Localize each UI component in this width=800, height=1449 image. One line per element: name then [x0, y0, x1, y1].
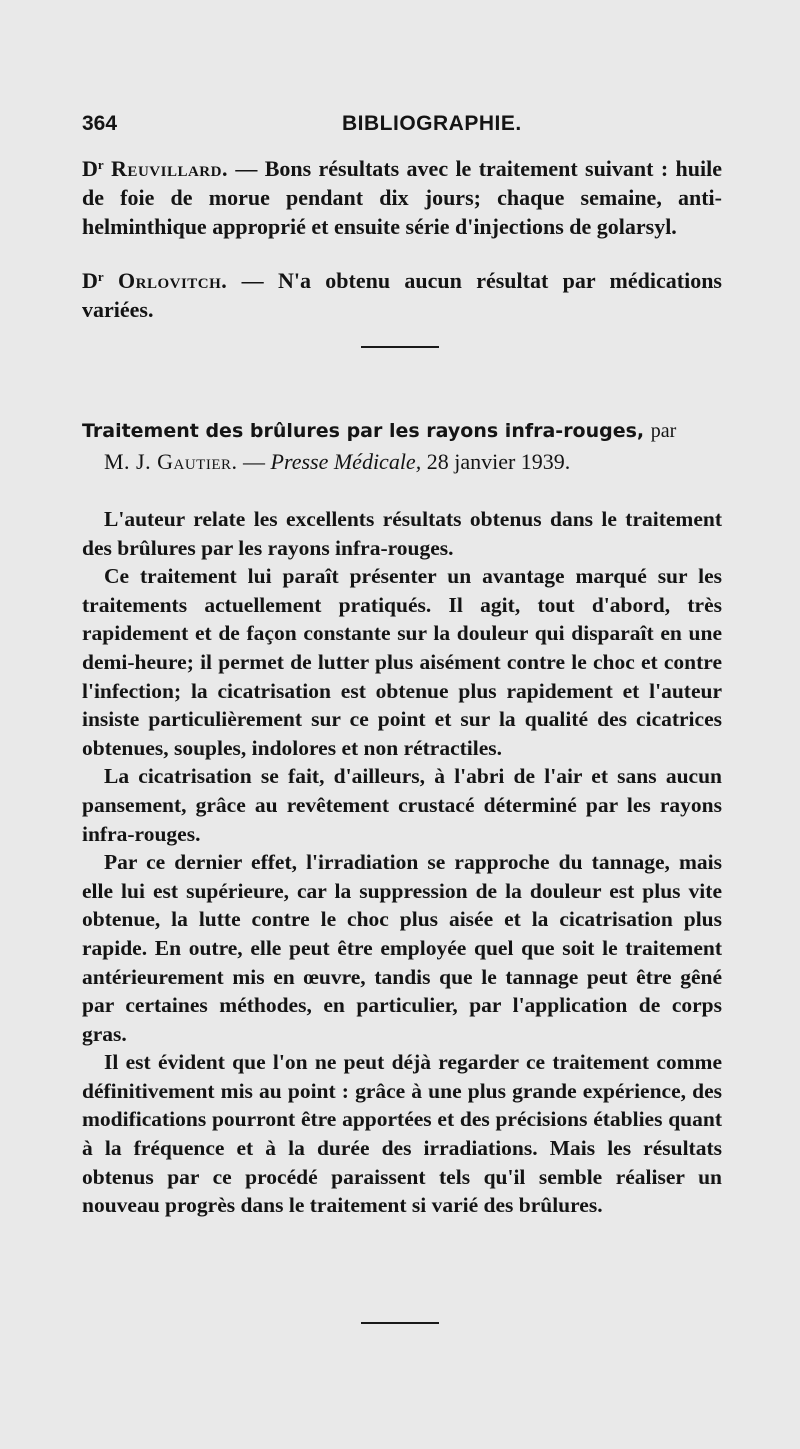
paragraph: Ce traitement lui paraît présenter un avantage marqué sur les traitements actuellement pratiqués. Il agit, tout d'abord, très rapidement et de façon constante sur la douleur qui disparaît en une demi-heure; il permet de lutter plus aisément contre le choc et contre l'infection; la cicatrisation est obtenue plus rapidement et l'auteur insiste particulièrement sur ce point et sur la qualité des cicatrices obtenues, souples, indolores et non rétractiles.: [82, 564, 722, 760]
entry-text: — Bons résultats avec le traitement suivant : huile de foie de morue pendant dix jours; chaque semaine, anti-helminthique approprié et ensuite série d'injections de golarsyl.: [82, 156, 723, 239]
entry-reuvillard: [82, 150, 722, 241]
article-by: par: [650, 420, 677, 442]
section-divider: [361, 346, 439, 348]
article-date: 28 janvier 1939.: [421, 449, 571, 474]
running-title: BIBLIOGRAPHIE.: [342, 112, 522, 135]
page-number: 364: [82, 112, 118, 135]
article-journal: Presse Médicale,: [270, 449, 422, 474]
paragraph: La cicatrisation se fait, d'ailleurs, à l'abri de l'air et sans aucun pansement, grâce au revêtement crustacé déterminé par les rayons infra-rouges.: [82, 764, 722, 846]
paragraph: Il est évident que l'on ne peut déjà regarder ce traitement comme définitivement mis au point : grâce à une plus grande expérience, des modifications pourront être apportées et des précisions établies quant à la fréquence et à la durée des irradiations. Mais les résultats obtenus par ce procédé paraissent tels qu'il semble réaliser un nouveau progrès dans le traitement si varié des brûlures.: [82, 1050, 722, 1218]
article-title: Traitement des brûlures par les rayons infra-rouges,: [82, 420, 645, 442]
article-body: [82, 505, 722, 1220]
entry-author-name: Orlovitch.: [118, 268, 228, 293]
entry-text: — N'a obtenu aucun résultat par médications variées.: [82, 268, 722, 322]
entry-prefix-sup: r: [97, 157, 104, 172]
article-title-line: [82, 420, 722, 443]
article-citation: [104, 449, 570, 475]
entry-author-name: Reuvillard.: [111, 156, 228, 181]
end-divider: [361, 1322, 439, 1324]
entry-prefix: D: [82, 268, 98, 293]
citation-dash: —: [237, 449, 271, 474]
entry-prefix: D: [82, 156, 98, 181]
entry-orlovitch: [82, 262, 722, 324]
paragraph: Par ce dernier effet, l'irradiation se rapproche du tannage, mais elle lui est supérieure, car la suppression de la douleur est plus vite obtenue, la lutte contre le choc plus aisée et la cicatrisation plus rapide. En outre, elle peut être employée quel que soit le traitement antérieurement mis en œuvre, tandis que le tannage peut être gêné par certaines méthodes, en particulier, par l'application de corps gras.: [82, 850, 722, 1046]
paragraph: L'auteur relate les excellents résultats obtenus dans le traitement des brûlures par les rayons infra-rouges.: [82, 507, 722, 560]
article-author: M. J. Gautier.: [104, 449, 238, 474]
running-header: [82, 112, 722, 140]
entry-prefix-sup: r: [97, 269, 104, 284]
